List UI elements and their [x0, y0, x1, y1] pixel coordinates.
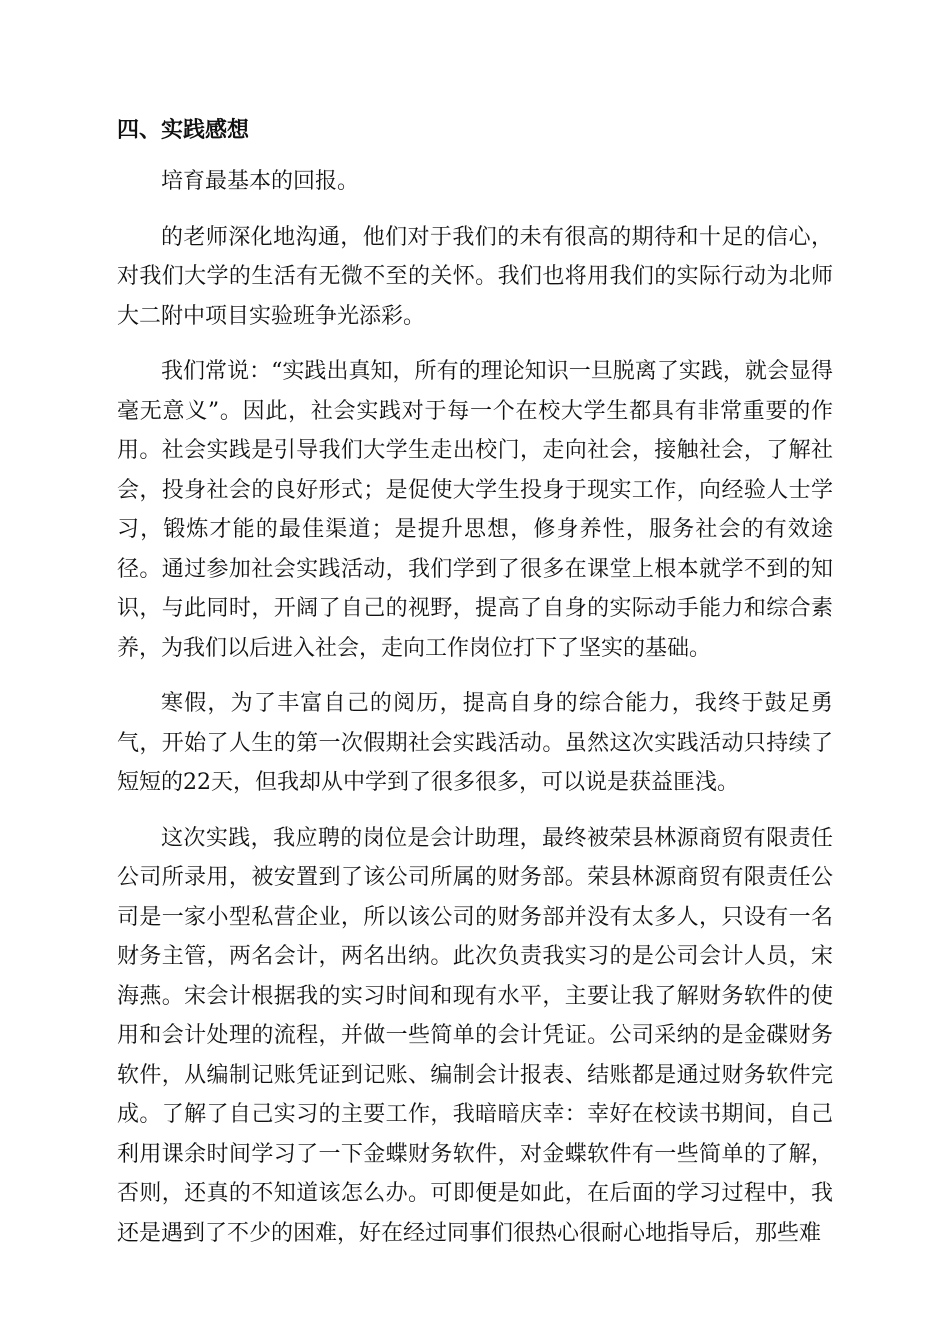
paragraph-4: 寒假，为了丰富自己的阅历，提高自身的综合能力，我终于鼓足勇气，开始了人生的第一次假期社会实践活动。虽然这次实践活动只持续了短短的22天，但我却从中学到了很多很多，可以说是获益匪浅。: [117, 691, 833, 795]
paragraph-3: 我们常说：“实践出真知，所有的理论知识一旦脱离了实践，就会显得毫无意义”。因此，社会实践对于每一个在校大学生都具有非常重要的作用。社会实践是引导我们大学生走出校门，走向社会，接触社会，了解社会，投身社会的良好形式；是促使大学生投身于现实工作，向经验人士学习，锻炼才能的最佳渠道；是提升思想，修身养性，服务社会的有效途径。通过参加社会实践活动，我们学到了很多在课堂上根本就学不到的知识，与此同时，开阔了自己的视野，提高了自身的实际动手能力和综合素养，为我们以后进入社会，走向工作岗位打下了坚实的基础。: [117, 359, 833, 661]
paragraph-5: 这次实践，我应聘的岗位是会计助理，最终被荣县林源商贸有限责任公司所录用，被安置到了该公司所属的财务部。荣县林源商贸有限责任公司是一家小型私营企业，所以该公司的财务部并没有太多人，只设有一名财务主管，两名会计，两名出纳。此次负责我实习的是公司会计人员，宋海燕。宋会计根据我的实习时间和现有水平，主要让我了解财务软件的使用和会计处理的流程，并做一些简单的会计凭证。公司采纳的是金碟财务软件，从编制记账凭证到记账、编制会计报表、结账都是通过财务软件完成。了解了自己实习的主要工作，我暗暗庆幸：幸好在校读书期间，自己利用课余时间学习了一下金蝶财务软件，对金蝶软件有一些简单的了解，否则，还真的不知道该怎么办。可即便是如此，在后面的学习过程中，我还是遇到了不少的困难，好在经过同事们很热心很耐心地指导后，那些难: [117, 825, 833, 1246]
section-heading: 四、实践感想: [117, 117, 250, 143]
paragraph-1: 培育最基本的回报。: [161, 169, 360, 194]
document-body: [117, 112, 833, 1269]
paragraph-2: 的老师深化地沟通，他们对于我们的未有很高的期待和十足的信心，对我们大学的生活有无微不至的关怀。我们也将用我们的实际行动为北师大二附中项目实验班争光添彩。: [117, 224, 833, 329]
